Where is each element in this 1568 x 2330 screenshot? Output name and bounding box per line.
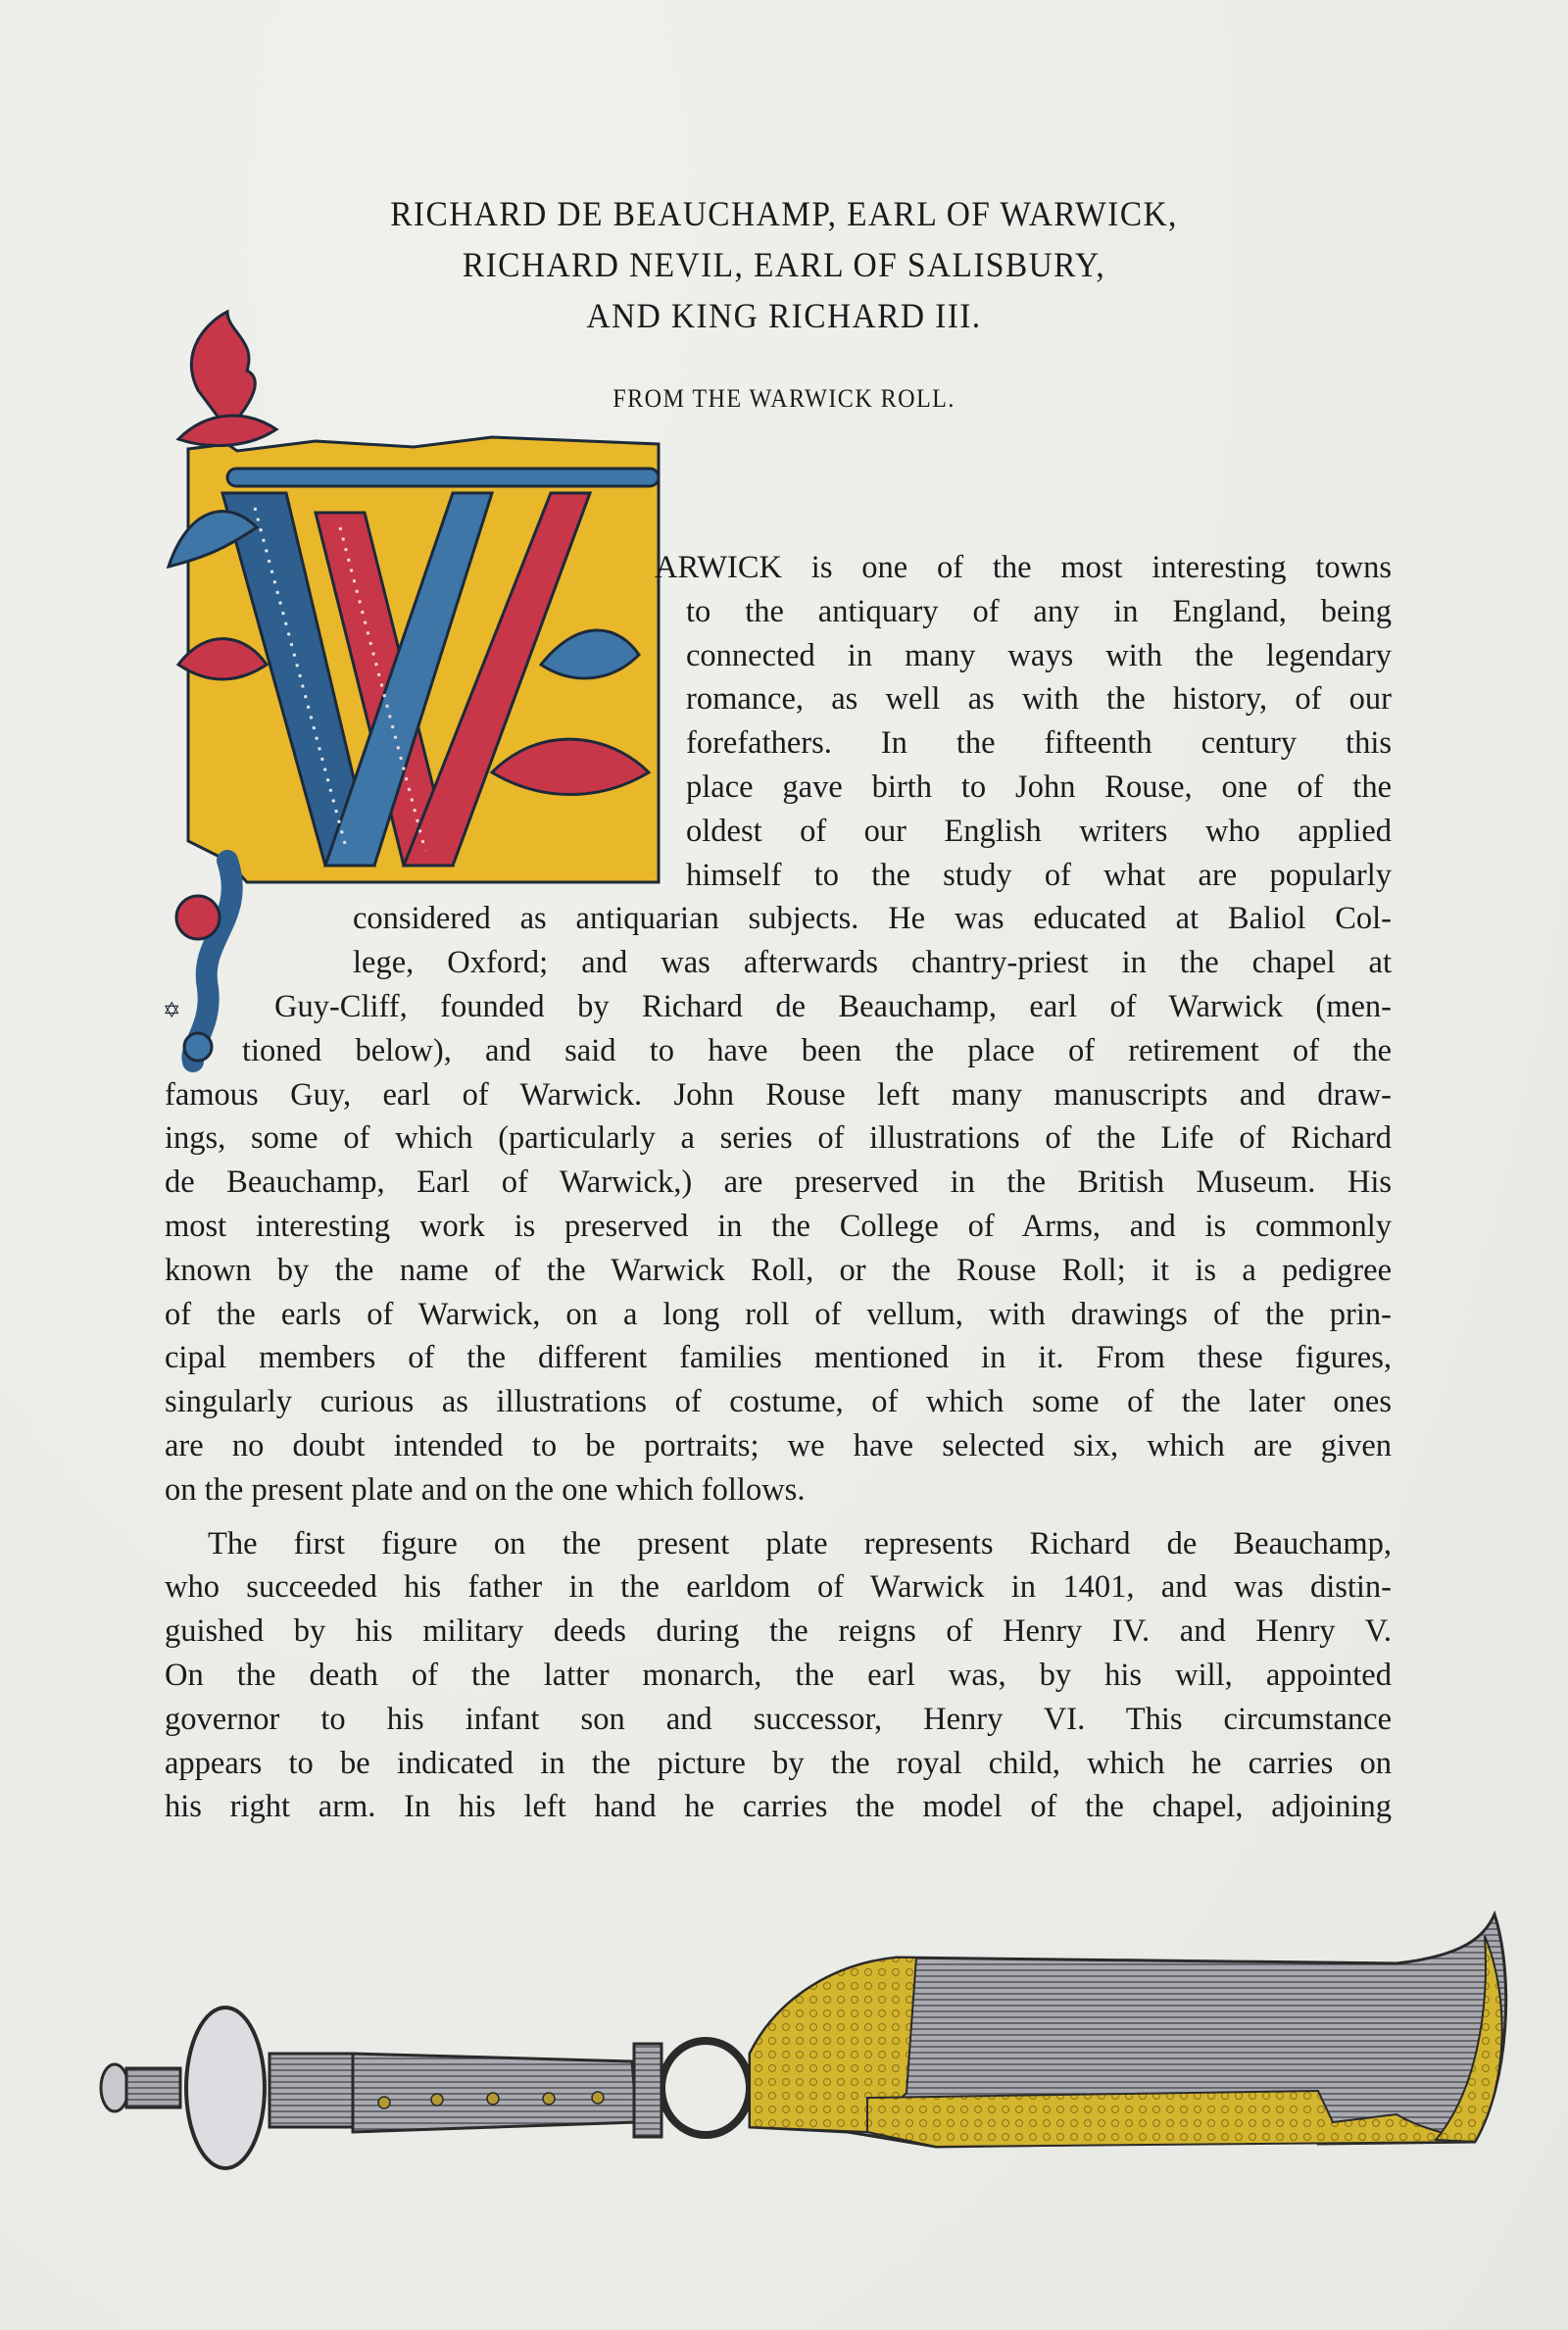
text-line: On the death of the latter monarch, the earl was, by his will, appointed: [165, 1657, 1392, 1693]
text-line: lege, Oxford; and was afterwards chantry-priest in the chapel at: [353, 945, 1392, 981]
text-line: Guy-Cliff, founded by Richard de Beauchamp, earl of Warwick (men-: [274, 988, 1392, 1024]
text-line: famous Guy, earl of Warwick. John Rouse left many manuscripts and draw-: [165, 1076, 1392, 1113]
title-line-1: RICHARD DE BEAUCHAMP, EARL OF WARWICK,: [390, 194, 1178, 233]
text-line: tioned below), and said to have been the place of retirement of the: [242, 1032, 1392, 1068]
knife-illustration-icon: [93, 1897, 1504, 2191]
text-line: his right arm. In his left hand he carries the model of the chapel, adjoining: [165, 1789, 1392, 1825]
text-line: appears to be indicated in the picture by the royal child, which he carries on: [165, 1745, 1392, 1781]
title-line-3: AND KING RICHARD III.: [586, 296, 982, 335]
text-line: known by the name of the Warwick Roll, or the Rouse Roll; it is a pedigree: [165, 1252, 1392, 1288]
text-line: most interesting work is preserved in the College of Arms, and is commonly: [165, 1208, 1392, 1244]
text-line: place gave birth to John Rouse, one of the: [686, 768, 1392, 805]
text-line: considered as antiquarian subjects. He was educated at Baliol Col-: [353, 901, 1392, 937]
title-line-2: RICHARD NEVIL, EARL OF SALISBURY,: [462, 245, 1106, 284]
text-line: de Beauchamp, Earl of Warwick,) are preserved in the British Museum. His: [165, 1165, 1392, 1201]
text-line: who succeeded his father in the earldom of Warwick in 1401, and was distin-: [165, 1569, 1392, 1606]
text-line: The first figure on the present plate represents Richard de Beauchamp,: [208, 1525, 1392, 1562]
text-line: on the present plate and on the one which follows.: [165, 1471, 806, 1508]
text-line: forefathers. In the fifteenth century this: [686, 725, 1392, 762]
text-line: ings, some of which (particularly a series of illustrations of the Life of Richard: [165, 1120, 1392, 1157]
svg-text:✡: ✡: [163, 998, 181, 1022]
text-line: guished by his military deeds during the reigns of Henry IV. and Henry V.: [165, 1613, 1392, 1650]
text-line: ARWICK is one of the most interesting towns: [655, 550, 1392, 585]
text-line: connected in many ways with the legendary: [686, 637, 1392, 673]
text-line: of the earls of Warwick, on a long roll of vellum, with drawings of the prin-: [165, 1296, 1392, 1332]
text-line: romance, as well as with the history, of our: [686, 681, 1392, 718]
subtitle: FROM THE WARWICK ROLL.: [612, 384, 956, 413]
text-line: governor to his infant son and successor, Henry VI. This circumstance: [165, 1701, 1392, 1737]
text-line: singularly curious as illustrations of costume, of which some of the later ones: [165, 1384, 1392, 1420]
text-line: are no doubt intended to be portraits; we have selected six, which are given: [165, 1427, 1392, 1463]
text-line: oldest of our English writers who applied: [686, 813, 1392, 849]
text-line: cipal members of the different families mentioned in it. From these figures,: [165, 1340, 1392, 1376]
body-text: [165, 546, 1392, 1829]
text-line: to the antiquary of any in England, being: [686, 593, 1392, 629]
text-line: himself to the study of what are popularly: [686, 857, 1392, 893]
